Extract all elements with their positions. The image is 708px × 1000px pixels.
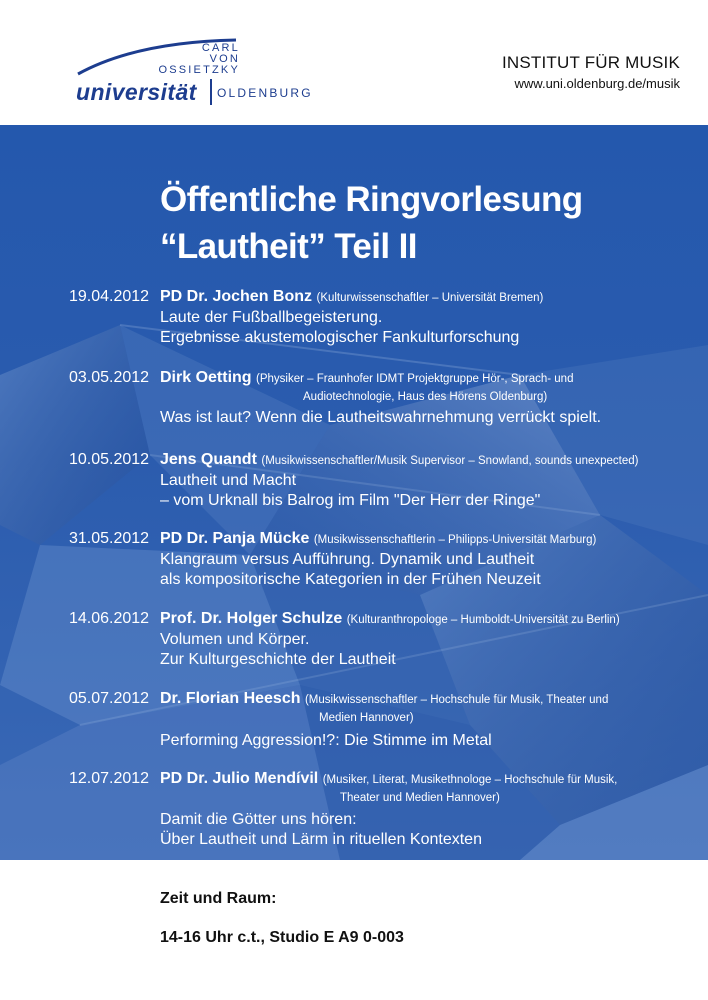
lecture-title-line-2: – vom Urknall bis Balrog im Film "Der Herr der Ringe" [160,492,541,509]
lecture-speaker-line [160,369,573,387]
lecture-title-line-1: Was ist laut? Wenn die Lautheitswahrnehmung verrückt spielt. [160,409,602,426]
logo-name-stack [158,43,240,76]
lecture-title-line-1: Performing Aggression!?: Die Stimme im Metal [160,732,492,749]
lecture-speaker: Dirk Oetting [160,369,252,386]
lecture-speaker: Jens Quandt [160,451,257,468]
logo-university-word: universität [76,79,197,105]
lecture-date: 10.05.2012 [69,451,150,468]
lecture-speaker-line [160,451,638,469]
logo-line-carl: CARL [201,42,240,54]
lecture-title-line-2: Ergebnisse akustemologischer Fankulturforschung [160,329,520,346]
lecture-speaker-line [160,690,608,708]
logo-line-ossietzky: OSSIETZKY [158,64,240,76]
lecture-speaker: PD Dr. Jochen Bonz [160,288,313,305]
lecture-date: 31.05.2012 [69,530,150,547]
lecture-affiliation: (Musikwissenschaftler – Hochschule für Musik, Theater und [304,694,609,706]
lecture-title-line-2: als kompositorische Kategorien in der Frühen Neuzeit [160,571,541,588]
lecture-speaker: PD Dr. Julio Mendívil [160,770,319,787]
lecture-affiliation: (Physiker – Fraunhofer IDMT Projektgruppe Hör-, Sprach- und [256,373,574,385]
lecture-date: 05.07.2012 [69,690,150,707]
lecture-speaker-line [160,530,596,548]
lecture-title-line-1: Laute der Fußballbegeisterung. [160,309,383,326]
lecture-affiliation: (Musikwissenschaftler/Musik Supervisor – Snowland, sounds unexpected) [261,455,639,467]
logo-line-von: VON [209,53,240,65]
lecture-affiliation: (Kulturanthropologe – Humboldt-Universität zu Berlin) [346,614,620,626]
university-logo [76,38,326,108]
lecture-title-line-2: Über Lautheit und Lärm in rituellen Kontexten [160,831,482,848]
logo-city-word: OLDENBURG [217,86,313,100]
institute-block [502,53,680,91]
lecture-affiliation-continued: Theater und Medien Hannover) [340,792,500,804]
lecture-speaker-line [160,770,617,788]
lecture-speaker-line [160,288,543,306]
lecture-date: 12.07.2012 [69,770,150,787]
program-panel [0,125,708,860]
lecture-affiliation: (Musikwissenschaftlerin – Philipps-Universität Marburg) [313,534,597,546]
lecture-date: 03.05.2012 [69,369,150,386]
lecture-date: 19.04.2012 [69,288,150,305]
title-line-2: “Lautheit” Teil II [160,227,417,266]
lecture-speaker: Dr. Florian Heesch [160,690,301,707]
institute-url[interactable]: www.uni.oldenburg.de/musik [514,76,680,91]
lecture-affiliation-continued: Medien Hannover) [319,712,414,724]
lecture-title-line-1: Klangraum versus Aufführung. Dynamik und Lautheit [160,551,535,568]
time-place-label: Zeit und Raum: [160,890,277,907]
program-content [0,125,708,860]
lecture-speaker: PD Dr. Panja Mücke [160,530,310,547]
lecture-affiliation: (Musiker, Literat, Musikethnologe – Hochschule für Musik, [322,774,618,786]
title-line-1: Öffentliche Ringvorlesung [160,180,583,219]
lecture-affiliation: (Kulturwissenschaftler – Universität Bremen) [316,292,544,304]
lecture-date: 14.06.2012 [69,610,150,627]
lecture-title-line-1: Damit die Götter uns hören: [160,811,357,828]
lecture-speaker-line [160,610,620,628]
lecture-speaker: Prof. Dr. Holger Schulze [160,610,343,627]
lecture-title-line-1: Volumen und Körper. [160,631,310,648]
logo-divider [210,79,212,105]
lecture-title-line-1: Lautheit und Macht [160,472,297,489]
time-place-details: 14-16 Uhr c.t., Studio E A9 0-003 [160,929,404,946]
institute-name: INSTITUT FÜR MUSIK [501,53,680,72]
lecture-affiliation-continued: Audiotechnologie, Haus des Hörens Oldenburg) [303,391,548,403]
lecture-title-line-2: Zur Kulturgeschichte der Lautheit [160,651,396,668]
